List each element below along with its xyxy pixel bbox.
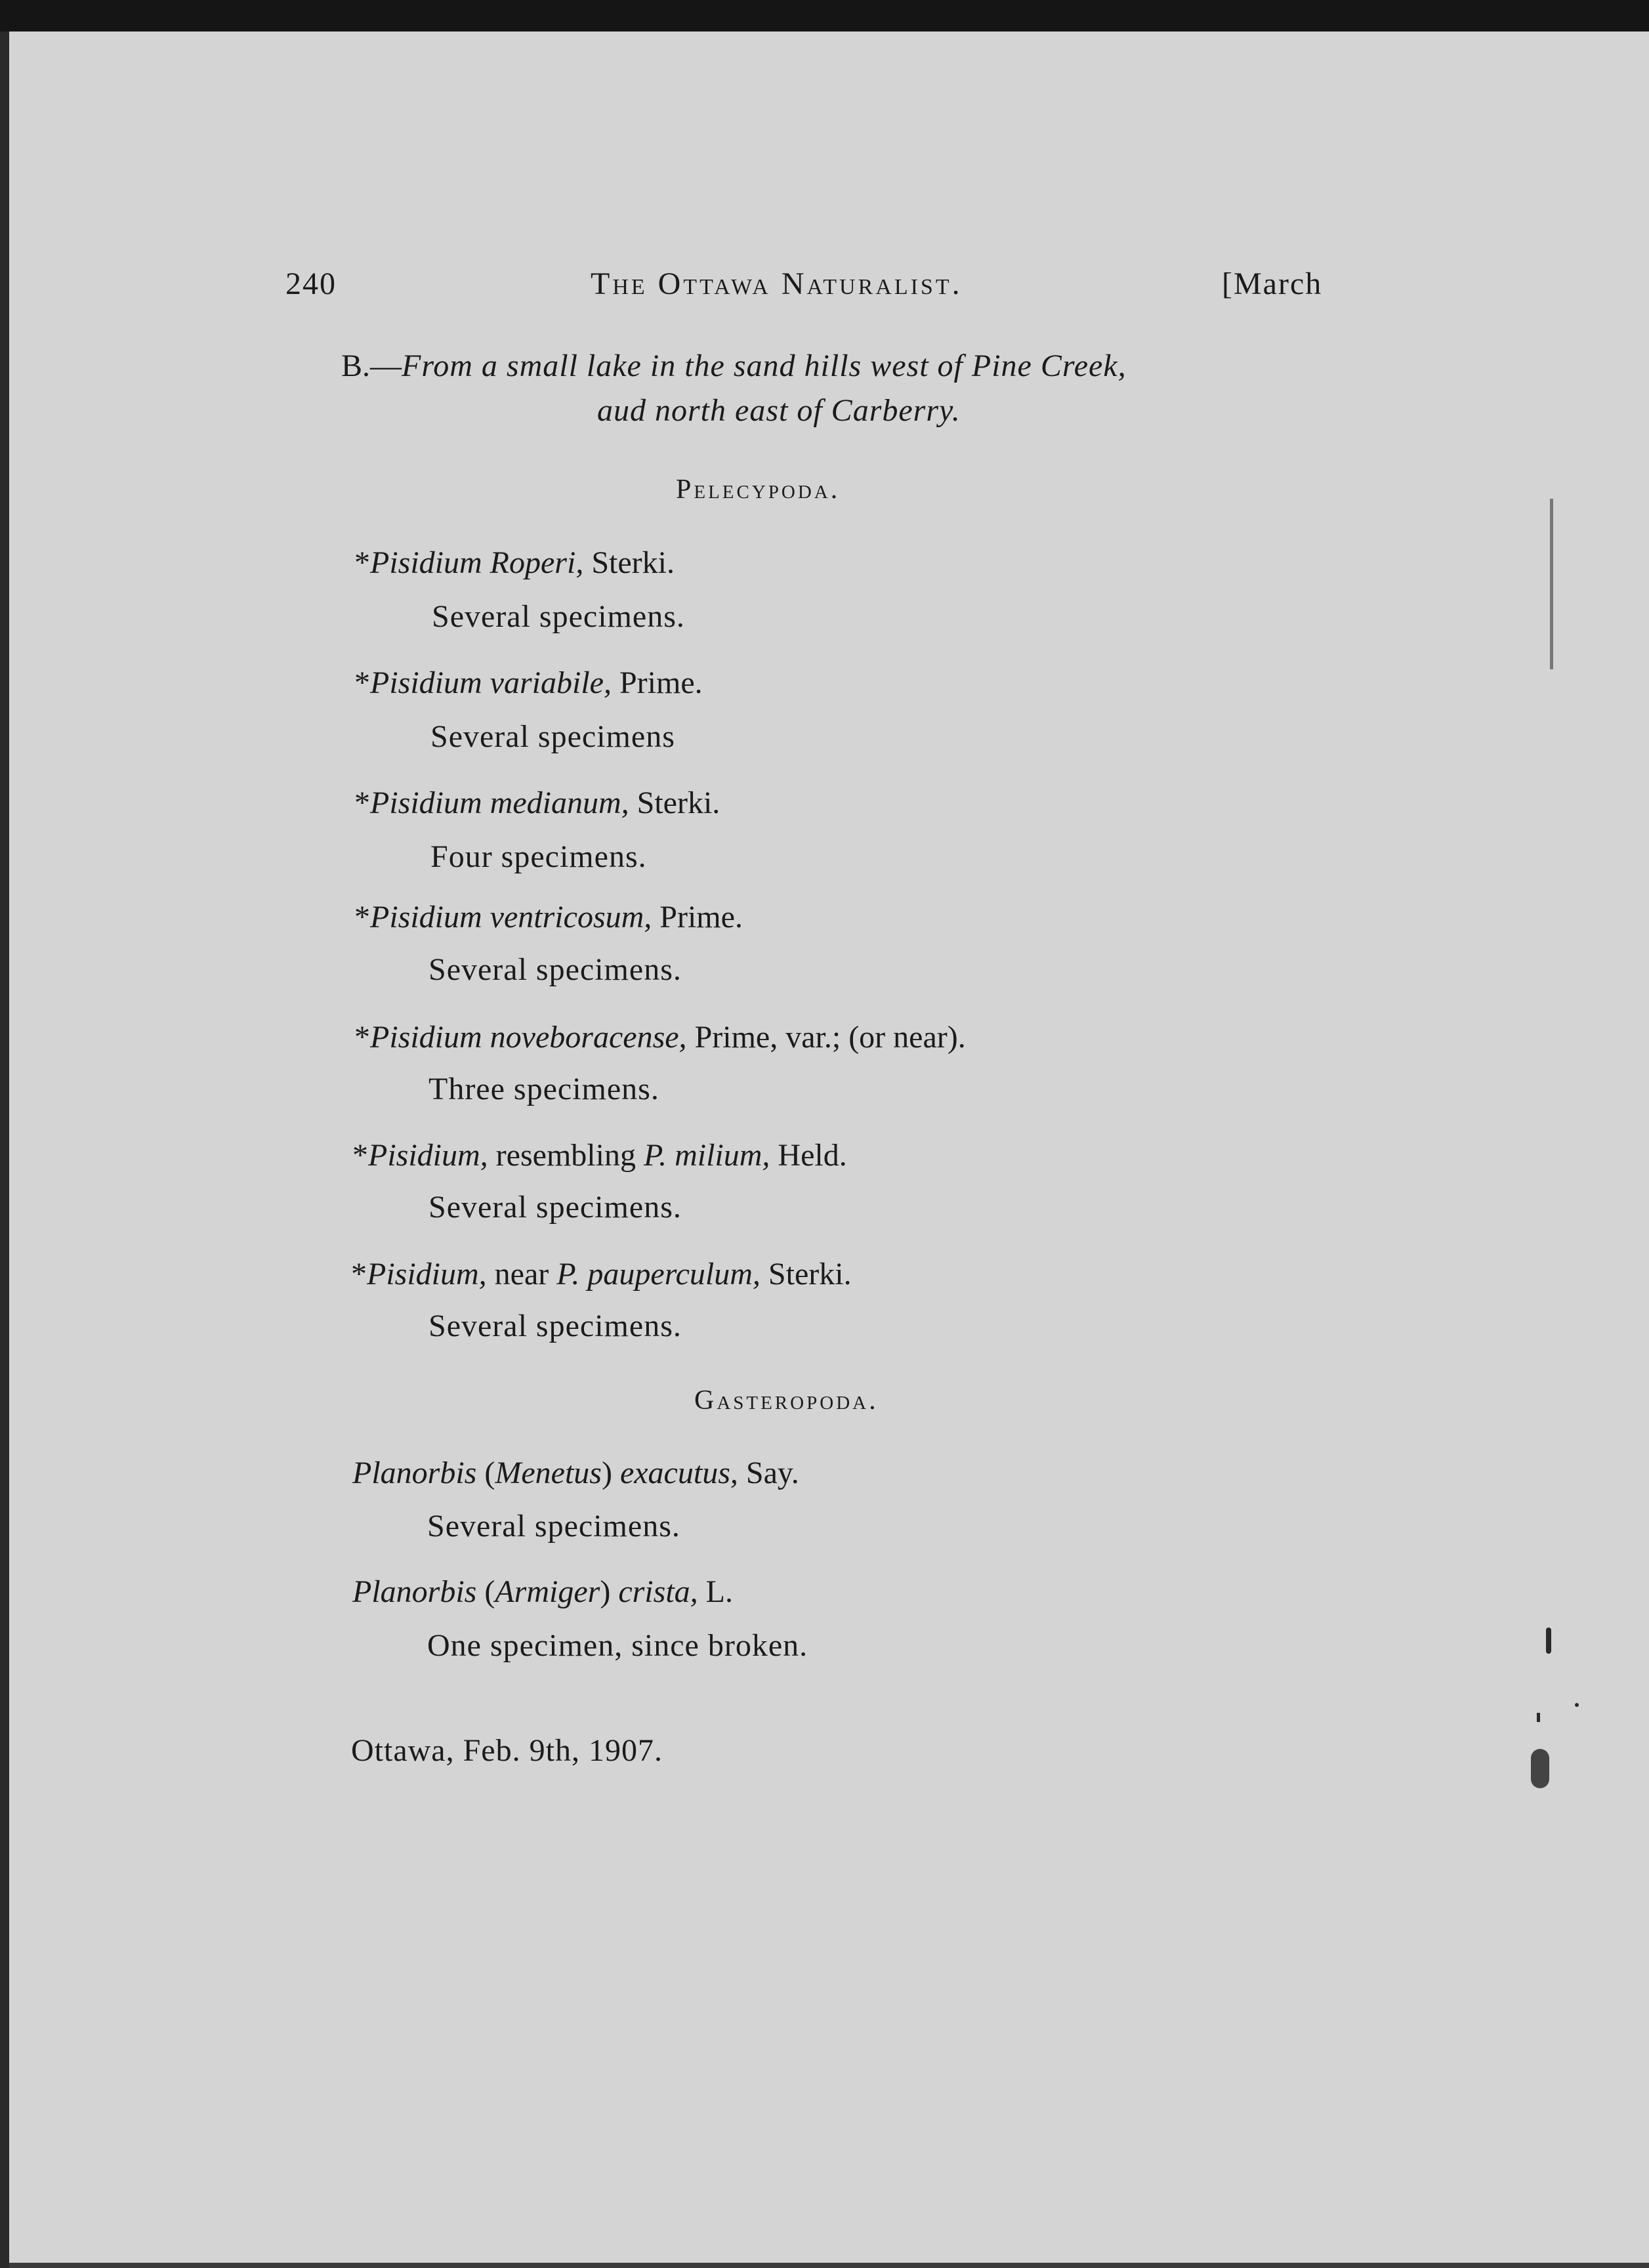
species-entry: Planorbis (Armiger) crista, L. xyxy=(352,1574,733,1609)
page-number: 240 xyxy=(285,266,337,301)
species-name: Planorbis xyxy=(352,1574,477,1609)
locality-line-2 xyxy=(597,392,1649,429)
specimen-note: Several specimens. xyxy=(432,599,685,634)
scan-artifact xyxy=(1575,1703,1579,1707)
scan-artifact xyxy=(1546,1628,1551,1654)
specimen-note: Several specimens. xyxy=(428,952,682,987)
species-name: Planorbis xyxy=(352,1456,477,1490)
scan-border-left xyxy=(0,32,9,2268)
species-entry: Planorbis (Menetus) exacutus, Say. xyxy=(352,1456,799,1490)
specimen-note: One specimen, since broken. xyxy=(427,1628,808,1663)
species-name: Pisidium medianum, xyxy=(370,786,629,820)
running-head-month: [March xyxy=(1222,266,1323,301)
section-heading-pelecypoda: Pelecypoda. xyxy=(676,474,841,505)
locality-line-1 xyxy=(341,348,1649,384)
species-entry: *Pisidium noveboracense, Prime, var.; (or near). xyxy=(354,1020,966,1055)
species-name-compare: P. pauperculum, xyxy=(556,1257,761,1292)
species-author: Sterki. xyxy=(760,1257,852,1292)
species-epithet: exacutus, xyxy=(619,1456,738,1490)
species-name: Pisidium, xyxy=(367,1257,487,1292)
species-name: Pisidium Roperi, xyxy=(370,545,584,580)
species-author: Prime, var.; (or near). xyxy=(686,1020,966,1055)
species-author: Sterki. xyxy=(583,545,675,580)
species-entry: *Pisidium, near P. pauperculum, Sterki. xyxy=(351,1257,852,1292)
species-author: Held. xyxy=(770,1138,847,1173)
species-epithet: crista, xyxy=(618,1574,698,1609)
species-entry: *Pisidium ventricosum, Prime. xyxy=(354,900,743,934)
species-author: Prime. xyxy=(611,665,703,700)
subgenus-name: Menetus xyxy=(495,1456,602,1490)
specimen-note: Four specimens. xyxy=(430,839,647,874)
specimen-note: Several specimens xyxy=(430,719,675,754)
section-heading-gasteropoda: Gasteropoda. xyxy=(694,1385,879,1416)
locality-text-1: From a small lake in the sand hills west of Pine Creek, xyxy=(402,348,1127,383)
subgenus-name: Armiger xyxy=(495,1574,600,1609)
specimen-note: Three specimens. xyxy=(428,1072,659,1106)
scan-artifact xyxy=(1550,499,1553,669)
species-author: Sterki. xyxy=(629,786,720,820)
scan-artifact xyxy=(1537,1713,1540,1722)
species-author: L. xyxy=(698,1574,733,1609)
specimen-note: Several specimens. xyxy=(428,1190,682,1225)
species-entry: *Pisidium Roperi, Sterki. xyxy=(354,545,675,580)
species-name: Pisidium, xyxy=(368,1138,488,1173)
locality-prefix: B.— xyxy=(341,348,402,383)
scan-artifact xyxy=(1531,1749,1549,1788)
specimen-note: Several specimens. xyxy=(428,1309,682,1343)
scan-border-bottom xyxy=(9,2263,1649,2268)
locality-text-2: aud north east of Carberry. xyxy=(597,393,961,428)
species-author: Say. xyxy=(738,1456,799,1490)
species-name: Pisidium ventricosum, xyxy=(370,900,652,934)
species-entry: *Pisidium, resembling P. milium, Held. xyxy=(352,1138,847,1173)
species-name: Pisidium noveboracense, xyxy=(370,1020,687,1055)
specimen-note: Several specimens. xyxy=(427,1509,680,1544)
species-name-compare: P. milium, xyxy=(643,1138,770,1173)
species-name: Pisidium variabile, xyxy=(370,665,612,700)
species-entry: *Pisidium variabile, Prime. xyxy=(354,665,703,700)
journal-title: The Ottawa Naturalist. xyxy=(591,266,963,301)
species-author: Prime. xyxy=(652,900,743,934)
species-entry: *Pisidium medianum, Sterki. xyxy=(354,786,720,820)
running-head xyxy=(0,266,1649,312)
signoff-place-date: Ottawa, Feb. 9th, 1907. xyxy=(351,1733,663,1768)
